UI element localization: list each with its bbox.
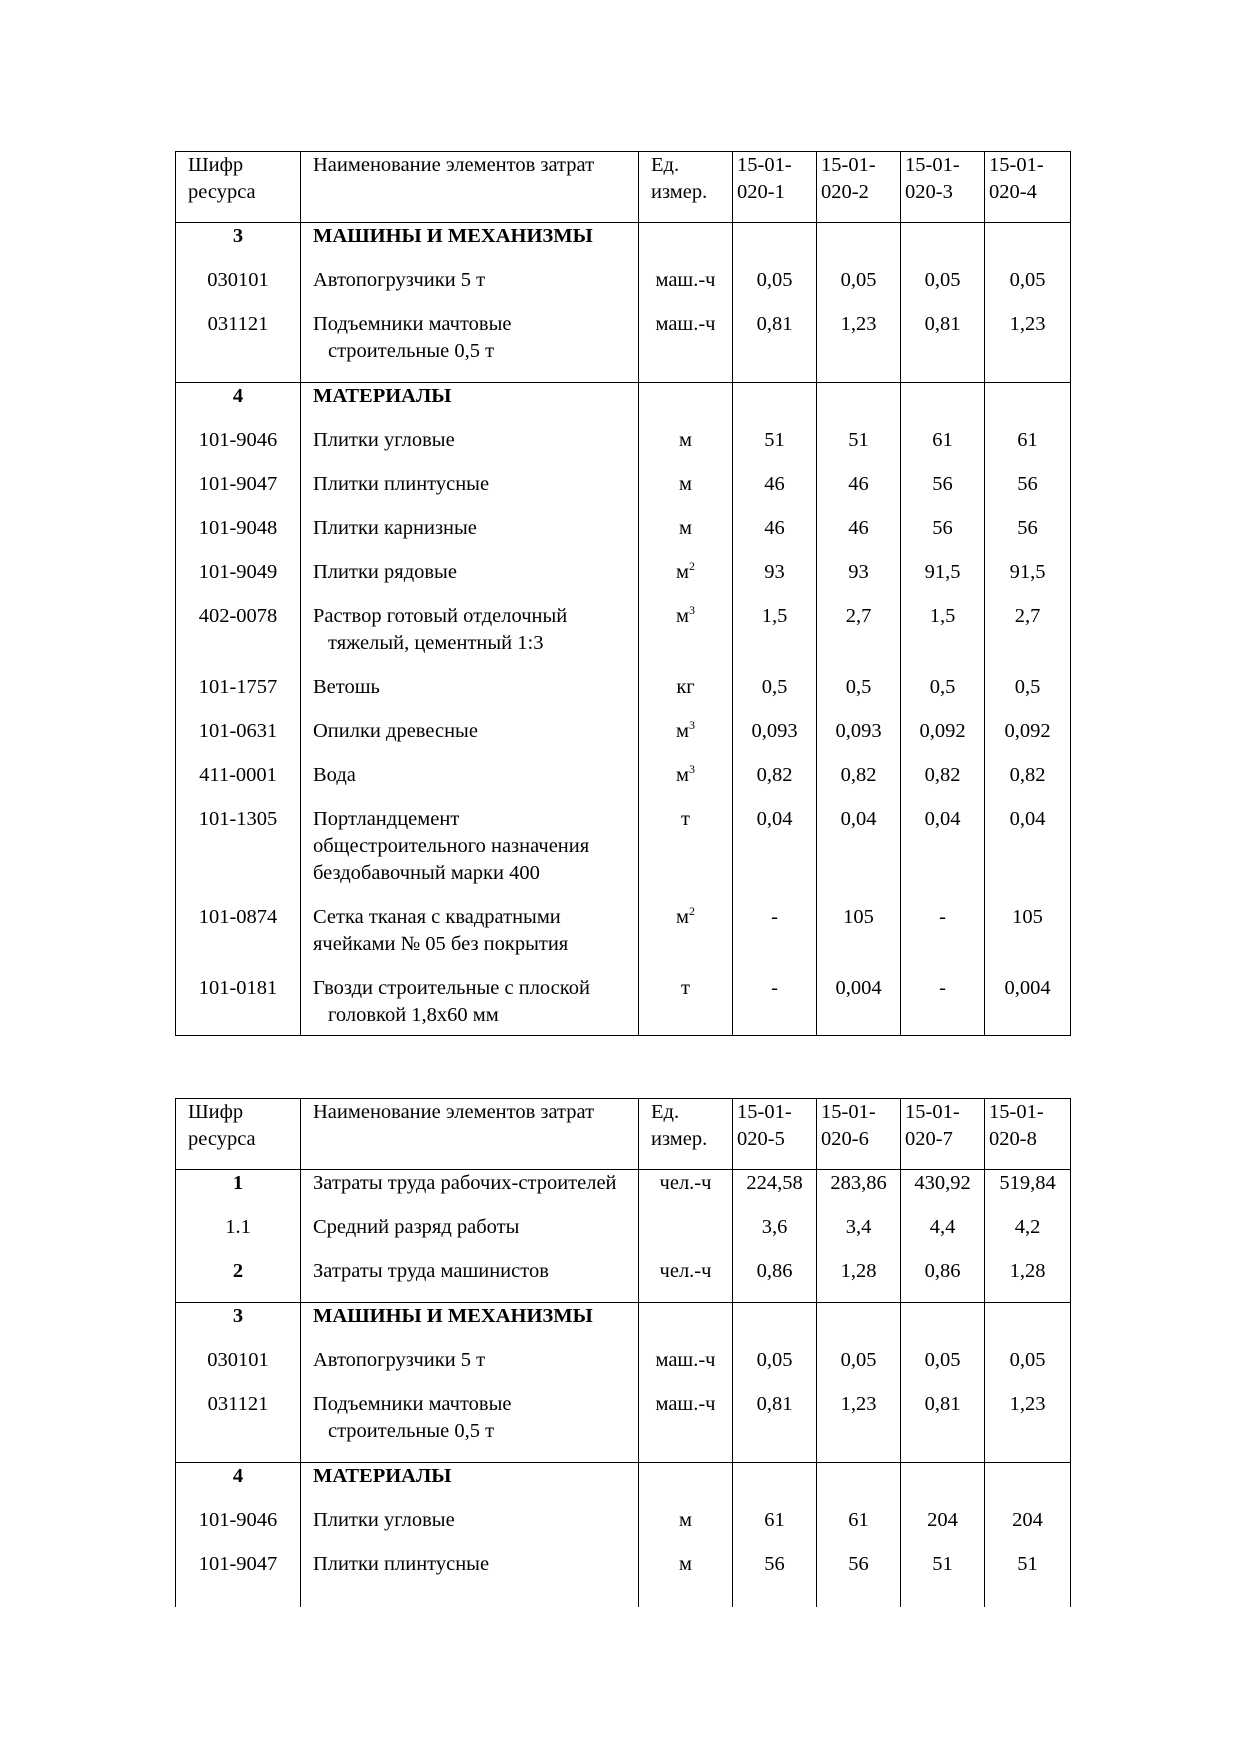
row-value: 91,5 [985,559,1071,603]
unit-base: м [676,720,689,742]
table-row [176,1507,1071,1551]
row-code: 2 [176,1258,301,1303]
row-value: 56 [985,471,1071,515]
row-unit: м [639,427,733,471]
row-unit: чел.-ч [639,1170,733,1215]
header-code: Шифр ресурса [176,1099,301,1170]
row-value: 56 [901,471,985,515]
table-row [176,311,1071,383]
row-value: 0,05 [985,1347,1071,1391]
row-code: 030101 [176,267,301,311]
unit-sup: 3 [688,603,695,618]
row-value: 0,092 [901,718,985,762]
row-value: 0,004 [817,975,901,1036]
row-value: 0,05 [733,267,817,311]
row-unit [639,559,733,603]
section-row [176,1463,1071,1508]
row-code: 1 [176,1170,301,1215]
row-unit: т [639,806,733,904]
row-unit [639,603,733,674]
row-name: Средний разряд работы [301,1214,639,1258]
row-unit [639,904,733,975]
unit-base: м [676,561,689,583]
row-value: 204 [985,1507,1071,1551]
row-name: Гвозди строительные с плоской головкой 1,8х60 мм [313,977,590,1026]
row-value: 51 [817,427,901,471]
row-name: Плитки рядовые [301,559,639,603]
row-unit [639,1214,733,1258]
row-code: 031121 [176,1391,301,1463]
row-value: 0,04 [985,806,1071,904]
row-value: 51 [985,1551,1071,1595]
row-value: 0,5 [985,674,1071,718]
table-row [176,806,1071,904]
row-value: 0,5 [733,674,817,718]
row-code: 101-9047 [176,471,301,515]
row-unit: м [639,1551,733,1595]
row-value: 105 [817,904,901,975]
row-unit [639,718,733,762]
unit-sup: 3 [688,762,695,777]
table-row [176,603,1071,674]
table-header [176,152,1071,223]
header-unit: Ед. измер. [639,152,733,223]
row-name: Плитки угловые [301,1507,639,1551]
row-value: 56 [901,515,985,559]
row-code: 101-0874 [176,904,301,975]
unit-base: м [676,605,689,627]
row-value: 4,4 [901,1214,985,1258]
section-code: 4 [176,1463,301,1508]
row-name: Плитки карнизные [301,515,639,559]
section-title: МАШИНЫ И МЕХАНИЗМЫ [301,1303,639,1348]
row-value: 0,05 [817,1347,901,1391]
row-value: 0,093 [733,718,817,762]
row-value: 0,82 [733,762,817,806]
row-code: 030101 [176,1347,301,1391]
row-value: 1,28 [817,1258,901,1303]
row-value: 0,004 [985,975,1071,1036]
row-value: - [901,975,985,1036]
row-code: 101-9046 [176,427,301,471]
row-value: 61 [817,1507,901,1551]
table-row [176,1258,1071,1303]
row-name: Опилки древесные [301,718,639,762]
row-value: 46 [733,515,817,559]
row-value: 51 [733,427,817,471]
row-code: 101-1757 [176,674,301,718]
row-value: 430,92 [901,1170,985,1215]
row-value: - [733,904,817,975]
header-col-4: 15-01-020-4 [985,152,1071,223]
table-row [176,1170,1071,1215]
table-header [176,1099,1071,1170]
row-value: 204 [901,1507,985,1551]
unit-base: м [676,764,689,786]
table-row [176,471,1071,515]
table-row [176,267,1071,311]
row-name: Затраты труда машинистов [301,1258,639,1303]
header-col-7: 15-01-020-7 [901,1099,985,1170]
table-row [176,762,1071,806]
header-name: Наименование элементов затрат [301,152,639,223]
row-value: 61 [733,1507,817,1551]
section-code: 3 [176,1303,301,1348]
row-value: 46 [733,471,817,515]
row-code: 101-0631 [176,718,301,762]
row-value: - [901,904,985,975]
row-value: 0,81 [733,1391,817,1463]
row-value: 3,4 [817,1214,901,1258]
row-value: - [733,975,817,1036]
row-value: 1,28 [985,1258,1071,1303]
resource-table-2 [175,1098,1071,1607]
row-value: 0,04 [817,806,901,904]
row-code: 031121 [176,311,301,383]
row-value: 93 [733,559,817,603]
row-value: 1,5 [733,603,817,674]
row-value: 0,093 [817,718,901,762]
table-row [176,1551,1071,1595]
table-row [176,559,1071,603]
section-title: МАШИНЫ И МЕХАНИЗМЫ [301,223,639,268]
row-value: 4,2 [985,1214,1071,1258]
row-value: 105 [985,904,1071,975]
header-unit: Ед. измер. [639,1099,733,1170]
section-row [176,383,1071,428]
table-row [176,427,1071,471]
row-name: Сетка тканая с квадратными ячейками № 05 без покрытия [301,904,639,975]
row-unit: маш.-ч [639,1347,733,1391]
header-col-8: 15-01-020-8 [985,1099,1071,1170]
row-value: 56 [817,1551,901,1595]
unit-base: м [676,906,689,928]
header-col-3: 15-01-020-3 [901,152,985,223]
row-name: Вода [301,762,639,806]
row-unit: кг [639,674,733,718]
section-code: 3 [176,223,301,268]
row-value: 0,82 [985,762,1071,806]
row-value: 0,05 [901,267,985,311]
row-value: 1,23 [817,1391,901,1463]
row-value: 61 [901,427,985,471]
header-col-6: 15-01-020-6 [817,1099,901,1170]
row-value: 0,86 [901,1258,985,1303]
row-code: 411-0001 [176,762,301,806]
table-row-spacer [176,1595,1071,1607]
row-code: 402-0078 [176,603,301,674]
row-value: 224,58 [733,1170,817,1215]
row-value: 0,82 [817,762,901,806]
row-value: 51 [901,1551,985,1595]
row-value: 0,092 [985,718,1071,762]
row-value: 0,04 [733,806,817,904]
row-code: 1.1 [176,1214,301,1258]
table-row [176,1347,1071,1391]
row-name: Затраты труда рабочих-строителей [301,1170,639,1215]
section-row [176,223,1071,268]
row-unit: м [639,515,733,559]
unit-sup: 3 [688,718,695,733]
header-name: Наименование элементов затрат [301,1099,639,1170]
table-row [176,718,1071,762]
header-code: Шифр ресурса [176,152,301,223]
row-value: 56 [985,515,1071,559]
unit-sup: 2 [688,904,695,919]
row-value: 1,5 [901,603,985,674]
row-value: 0,05 [733,1347,817,1391]
section-title: МАТЕРИАЛЫ [301,383,639,428]
row-name: Раствор готовый отделочный тяжелый, цементный 1:3 [313,605,568,654]
row-unit: маш.-ч [639,267,733,311]
row-unit: т [639,975,733,1036]
row-value: 61 [985,427,1071,471]
row-value: 2,7 [985,603,1071,674]
row-value: 1,23 [985,311,1071,383]
header-col-1: 15-01-020-1 [733,152,817,223]
section-code: 4 [176,383,301,428]
table-row [176,1391,1071,1463]
resource-table-1 [175,151,1071,1036]
row-name: Ветошь [301,674,639,718]
row-value: 0,82 [901,762,985,806]
table-row [176,515,1071,559]
header-col-5: 15-01-020-5 [733,1099,817,1170]
row-code: 101-9048 [176,515,301,559]
section-title: МАТЕРИАЛЫ [301,1463,639,1508]
row-name: Подъемники мачтовые строительные 0,5 т [313,313,512,362]
row-unit: м [639,1507,733,1551]
row-value: 93 [817,559,901,603]
table-row [176,975,1071,1036]
header-col-2: 15-01-020-2 [817,152,901,223]
row-name: Плитки плинтусные [301,471,639,515]
table-row [176,674,1071,718]
row-value: 56 [733,1551,817,1595]
row-value: 519,84 [985,1170,1071,1215]
row-name: Подъемники мачтовые строительные 0,5 т [313,1393,512,1442]
row-value: 0,05 [817,267,901,311]
row-code: 101-9049 [176,559,301,603]
row-code: 101-9047 [176,1551,301,1595]
row-value: 0,05 [901,1347,985,1391]
row-unit: маш.-ч [639,1391,733,1463]
row-value: 2,7 [817,603,901,674]
row-value: 0,81 [733,311,817,383]
table-row [176,1214,1071,1258]
row-name: Автопогрузчики 5 т [301,267,639,311]
row-value: 0,86 [733,1258,817,1303]
unit-sup: 2 [688,559,695,574]
row-unit: маш.-ч [639,311,733,383]
row-unit [639,762,733,806]
row-value: 46 [817,471,901,515]
row-value: 0,81 [901,311,985,383]
row-code: 101-1305 [176,806,301,904]
row-value: 0,05 [985,267,1071,311]
row-name: Портландцемент общестроительного назначения бездобавочный марки 400 [301,806,639,904]
row-value: 3,6 [733,1214,817,1258]
row-value: 283,86 [817,1170,901,1215]
row-value: 0,5 [817,674,901,718]
row-name: Плитки плинтусные [301,1551,639,1595]
row-value: 46 [817,515,901,559]
row-value: 1,23 [817,311,901,383]
row-code: 101-9046 [176,1507,301,1551]
row-unit: м [639,471,733,515]
row-code: 101-0181 [176,975,301,1036]
row-name: Плитки угловые [301,427,639,471]
row-unit: чел.-ч [639,1258,733,1303]
row-value: 0,81 [901,1391,985,1463]
section-row [176,1303,1071,1348]
row-value: 91,5 [901,559,985,603]
row-name: Автопогрузчики 5 т [301,1347,639,1391]
row-value: 1,23 [985,1391,1071,1463]
row-value: 0,04 [901,806,985,904]
table-row [176,904,1071,975]
row-value: 0,5 [901,674,985,718]
